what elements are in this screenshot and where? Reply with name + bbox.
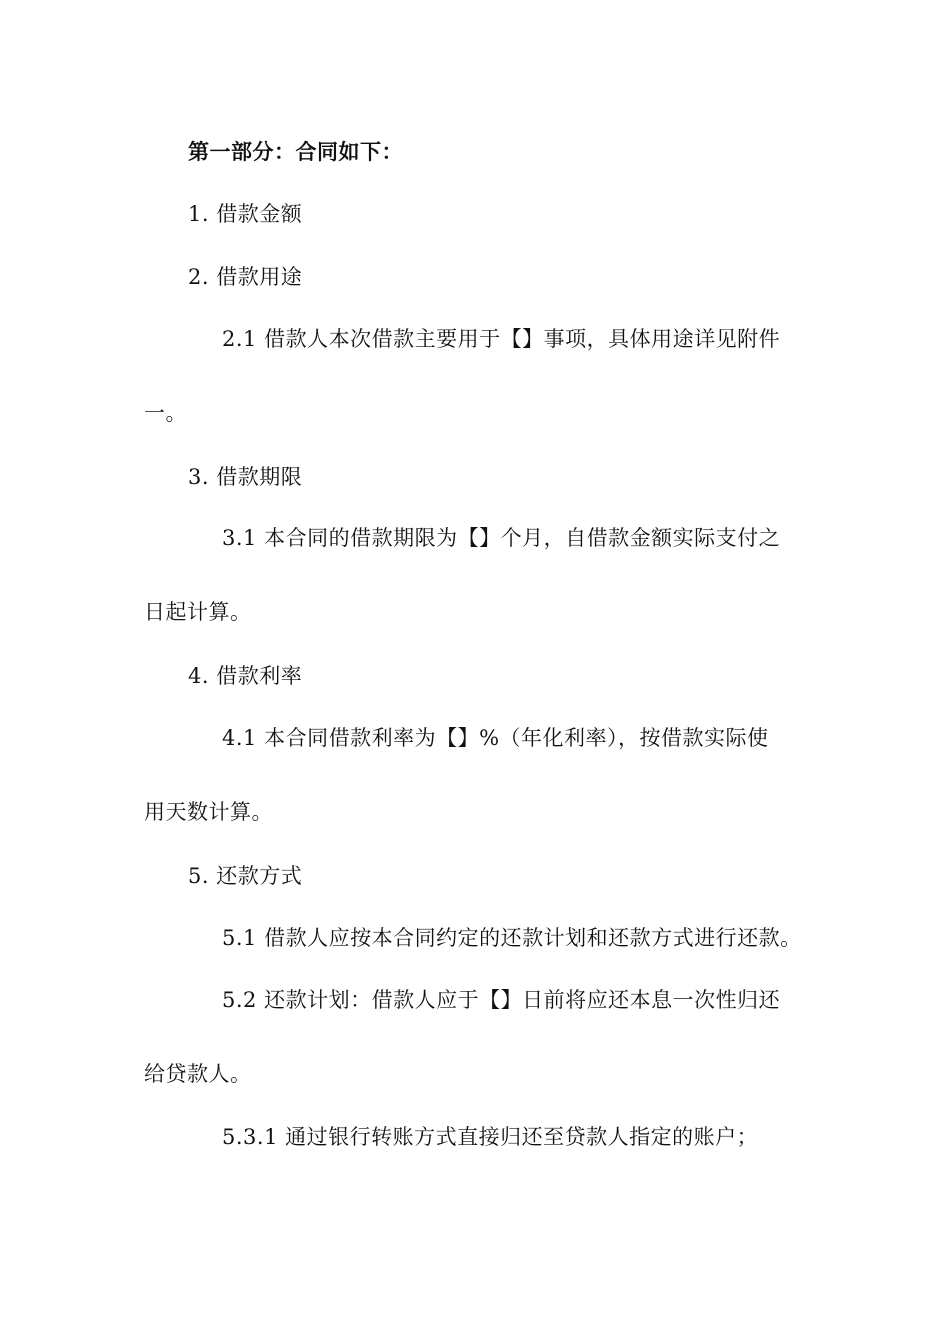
clause-2-1-text: 2.1 借款人本次借款主要用于【】事项，具体用途详见附件 [222, 327, 781, 351]
clause-4-title: 4. 借款利率 [188, 664, 303, 688]
clause-2-title: 2. 借款用途 [188, 265, 303, 289]
clause-3-1-continuation: 日起计算。 [144, 600, 252, 624]
clause-1-title: 1. 借款金额 [188, 202, 303, 226]
clause-4-1-text: 4.1 本合同借款利率为【】%（年化利率），按借款实际使 [222, 726, 769, 750]
clause-5-2-continuation: 给贷款人。 [144, 1062, 252, 1086]
clause-5-3-1-text: 5.3.1 通过银行转账方式直接归还至贷款人指定的账户； [222, 1125, 759, 1149]
clause-5-2-text: 5.2 还款计划：借款人应于【】日前将应还本息一次性归还 [222, 988, 781, 1012]
clause-5-title: 5. 还款方式 [188, 864, 303, 888]
section-heading: 第一部分：合同如下： [188, 140, 403, 164]
clause-3-title: 3. 借款期限 [188, 465, 303, 489]
clause-3-1-text: 3.1 本合同的借款期限为【】个月，自借款金额实际支付之 [222, 526, 781, 550]
clause-2-1-continuation: 一。 [144, 401, 187, 425]
clause-5-1-text: 5.1 借款人应按本合同约定的还款计划和还款方式进行还款。 [222, 926, 802, 950]
clause-4-1-continuation: 用天数计算。 [144, 800, 273, 824]
